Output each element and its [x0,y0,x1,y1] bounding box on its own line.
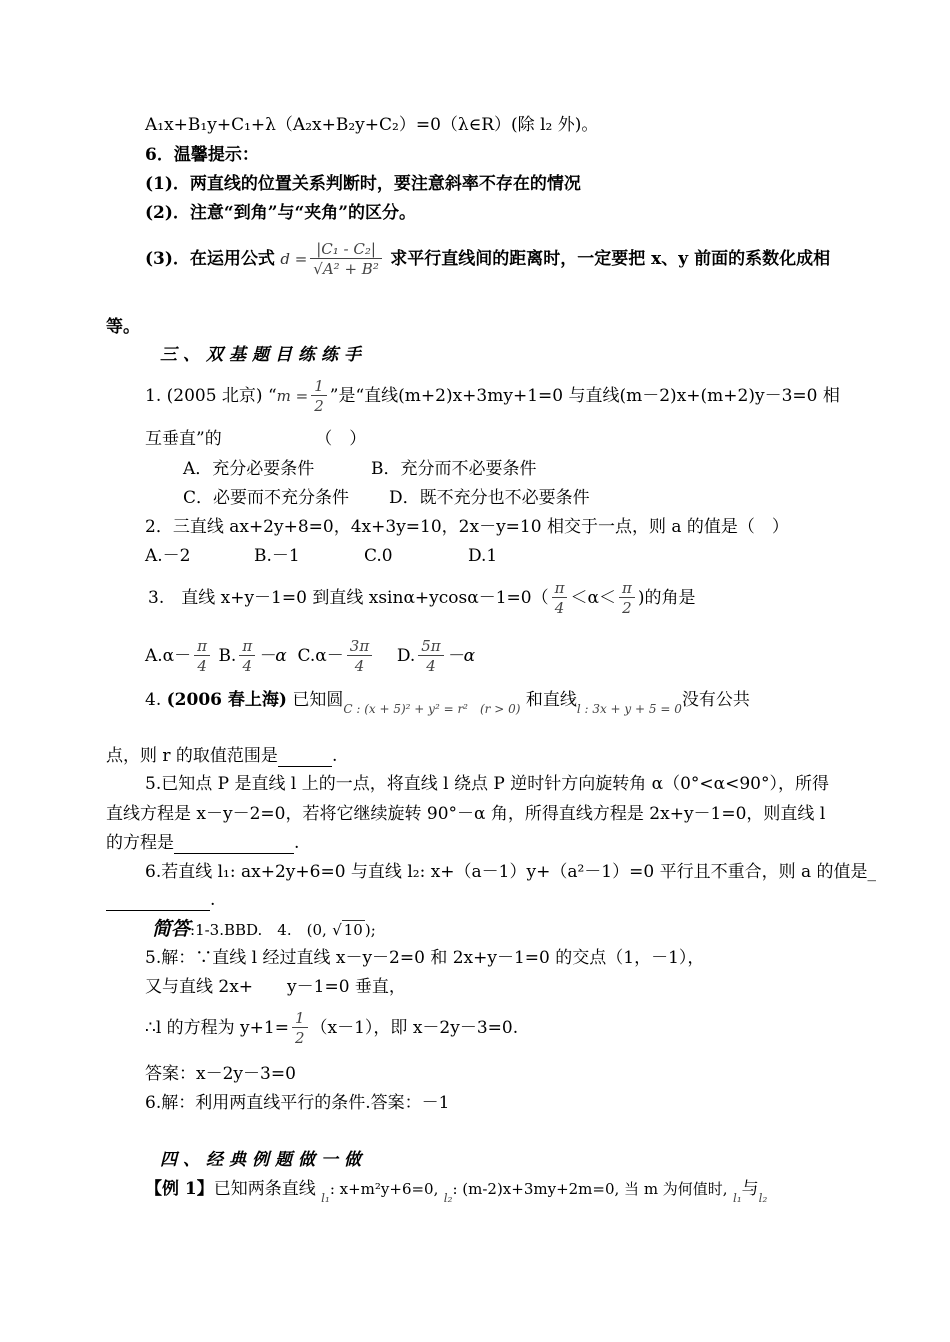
q2-option-a: A.－2 [145,546,191,566]
solution-5-line-3 [145,1006,518,1050]
q4-text-a: 已知圆 [292,690,344,710]
s5-prefix: ∴l 的方程为 y+1= [145,1018,289,1038]
question-4-line-2 [106,745,337,767]
s5-suffix: （x－1），即 x－2y－3=0. [310,1018,519,1038]
question-5-line-3 [106,832,299,854]
q1-fraction [311,377,327,416]
solution-5-answer: 答案：x－2y－3=0 [145,1064,296,1084]
q3-d-den: 4 [418,655,443,676]
question-5-line-1: 5.已知点 P 是直线 l 上的一点，将直线 l 绕点 P 逆时针方向旋转角 α（0°<α<90°），所得 [145,774,829,794]
q3-option-d: D. [396,646,416,666]
question-6-line-1: 6.若直线 l₁: ax+2y+6=0 与直线 l₂: x+（a－1）y+（a²－1）=0 平行且不重合，则 a 的值是_ [145,862,877,882]
intro-formula-line: A₁x+B₁y+C₁+λ（A₂x+B₂y+C₂）=0（λ∈R）(除 l₂ 外)。 [145,115,599,135]
q4-answer-blank [278,750,332,767]
s5-frac-den: 2 [292,1027,308,1048]
q6-end: . [210,890,216,910]
q3-prefix: 3. 直线 x+y－1=0 到直线 xsinα+ycosα－1=0（ [148,588,549,608]
solution-5-line-1: 5.解：∵直线 l 经过直线 x－y－2=0 和 2x+y－1=0 的交点（1，－1）， [145,948,705,968]
q2-option-c: C.0 [364,546,393,566]
q3-option-a: A.α－ [145,646,192,666]
section-3-title: 三、双基题目练练手 [160,345,367,365]
example-1-l2: l₂ [443,1191,453,1205]
q4-text-c: 没有公共 [681,690,750,710]
q3-c-num: 3π [349,637,370,655]
distance-formula-fraction [310,240,382,279]
example-1 [145,1178,767,1209]
q3-b-frac [239,637,255,676]
q3-frac-4: 4 [552,597,568,618]
q3-options [145,634,475,678]
tip-3 [145,237,830,281]
q3-suffix: )的角是 [637,588,696,608]
question-4-line-1 [145,689,750,720]
question-1-line-1 [145,376,840,416]
tip-2: (2)．注意“到角”与“夹角”的区分。 [145,203,417,223]
q3-frac-pi: π [554,579,565,597]
q6-answer-blank [106,894,210,911]
tips-heading: 6．温馨提示： [145,145,259,165]
q1-option-d: D．既不充分也不必要条件 [389,488,590,508]
q3-d-num: 5π [421,637,441,655]
q5-answer-blank [174,837,294,854]
tip-3-continuation: 等。 [106,317,140,337]
q1-text: ”是“直线(m+2)x+3my+1=0 与直线(m－2)x+(m+2)y－3=0 相 [329,386,840,406]
example-1-label: 【例 1】 [145,1179,214,1199]
sqrt-icon: √ [332,921,342,939]
example-1-l1-ref: l₁ [733,1191,742,1205]
q4-text-d: 点，则 r 的取值范围是 [106,746,278,766]
s5-fraction [292,1009,308,1048]
q1-fraction-den: 2 [311,395,327,416]
q3-a-num: π [197,637,208,655]
distance-formula-numerator: |C₁ - C₂| [316,240,376,258]
answers-label: 简答 [152,918,191,940]
q3-frac-pi-4 [552,579,568,618]
answers-sqrt-value: 10 [343,921,363,939]
q3-d-post: －α [446,646,476,666]
question-5-line-2: 直线方程是 x－y－2=0，若将它继续旋转 90°－α 角，所得直线方程是 2x+y－1=0，则直线 l [106,804,826,824]
q3-frac-pi-b: π [621,579,632,597]
q3-b-den: 4 [239,655,255,676]
q4-circle-equation: C : (x + 5)² + y² = r² (r > 0) [343,702,521,716]
q4-line-equation: l : 3x + y + 5 = 0 [576,702,682,716]
question-2: 2．三直线 ax+2y+8=0，4x+3y=10，2x－y=10 相交于一点，则 a 的值是（ ） [145,517,789,537]
solution-6: 6.解：利用两直线平行的条件.答案：－1 [145,1093,450,1113]
example-1-l2-ref: l₂ [758,1191,768,1205]
section-4-title: 四、经典例题做一做 [160,1150,367,1170]
q4-text-end: . [331,746,338,766]
q3-c-den: 4 [347,655,372,676]
example-1-and: 与 [741,1179,759,1199]
q2-option-d: D.1 [468,546,498,566]
example-1-l1: l₁ [321,1191,330,1205]
tip-3-suffix: 求平行直线间的距离时，一定要把 x、y 前面的系数化成相 [390,249,831,269]
q5-text: 的方程是 [106,833,174,853]
example-1-eq1: : x+m²y+6=0, [329,1180,439,1198]
q1-fraction-num: 1 [314,377,324,395]
distance-formula-d: d = [280,250,308,268]
q4-number: 4. [145,690,162,710]
q3-b-post: －α [258,646,287,666]
q3-b-num: π [242,637,253,655]
tip-1: (1)．两直线的位置关系判断时，要注意斜率不存在的情况 [145,174,581,194]
answers-text: :1-3.BBD. 4. (0, [190,921,327,939]
question-6-line-2 [106,889,215,911]
q4-source: (2006 春上海) [166,690,287,710]
q3-a-den: 4 [194,655,210,676]
q3-frac-2: 2 [619,597,635,618]
q1-option-c: C．必要而不充分条件 [183,488,350,508]
q4-text-b: 和直线 [525,690,577,710]
q1-option-b: B．充分而不必要条件 [371,459,537,479]
s5-frac-num: 1 [294,1009,305,1027]
distance-formula-denominator: √A² + B² [310,258,382,279]
q2-option-b: B.－1 [254,546,300,566]
q3-frac-pi-2 [619,579,635,618]
question-3 [148,576,695,620]
answers-summary [152,918,376,941]
example-1-text-a: 已知两条直线 [213,1179,316,1199]
q3-d-frac [418,637,443,676]
tip-3-prefix: (3)．在运用公式 [145,249,275,269]
question-1-line-2: 互垂直”的 （ ） [145,429,367,449]
q3-c-frac [347,637,372,676]
solution-5-line-2: 又与直线 2x+ y－1=0 垂直， [145,977,406,997]
q3-option-c: C.α－ [297,646,344,666]
q3-a-frac [194,637,210,676]
q1-prefix: 1. (2005 北京) “ [145,386,277,406]
example-1-eq2: : (m-2)x+3my+2m=0, 当 m 为何值时, [452,1180,728,1198]
q1-m: m = [276,387,309,405]
q1-option-a: A．充分必要条件 [183,459,315,479]
q5-end: . [294,833,300,853]
answers-text-end: ); [364,921,376,939]
q3-inequality: ＜α＜ [570,588,616,608]
q3-option-b: B. [218,646,237,666]
